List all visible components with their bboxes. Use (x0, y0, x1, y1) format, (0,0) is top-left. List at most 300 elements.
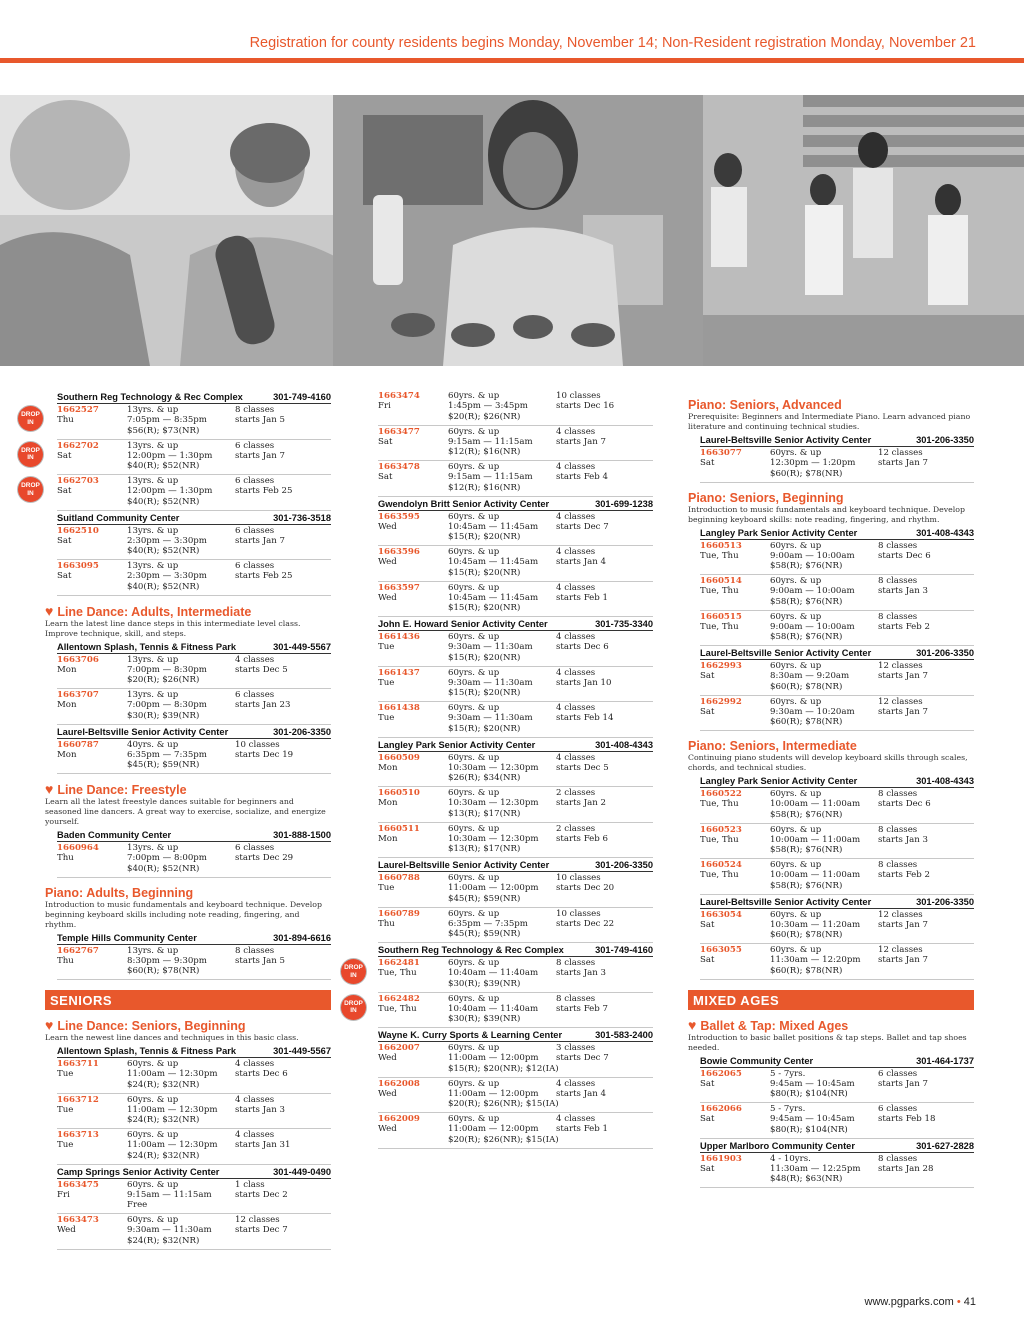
entry-schedule (448, 632, 533, 663)
venue-phone[interactable]: 301-449-5567 (273, 1046, 331, 1056)
entry-sessions (878, 448, 928, 469)
page-header (0, 0, 1024, 62)
venue-name: Laurel-Beltsville Senior Activity Center (57, 726, 229, 737)
class-id[interactable]: 1660522 (700, 789, 742, 799)
entry-id-day (378, 512, 448, 533)
entry-sessions (556, 583, 608, 604)
entry-schedule (127, 561, 207, 592)
entry-sessions (235, 441, 285, 462)
class-start: starts Feb 18 (878, 1114, 936, 1125)
class-time: 10:30am — 11:20am (770, 919, 861, 930)
class-day: Wed (57, 1225, 76, 1236)
class-fee: $24(R); $32(NR) (127, 1079, 200, 1090)
class-entry (700, 788, 974, 824)
class-start: starts Jan 7 (878, 706, 928, 717)
drop-in-badge: DROP IN (18, 477, 43, 502)
class-count: 8 classes (878, 860, 918, 870)
class-start: starts Dec 19 (235, 749, 294, 760)
entry-schedule (448, 391, 528, 422)
class-time: 9:15am — 11:15am (448, 436, 533, 447)
entry-id-day (700, 661, 770, 682)
class-id[interactable]: 1663474 (378, 391, 420, 401)
entry-id-day (57, 690, 127, 711)
class-age: 60yrs. & up (127, 1094, 179, 1105)
class-count: 8 classes (878, 540, 918, 551)
class-time: 9:45am — 10:45am (770, 1114, 855, 1125)
class-start: starts Feb 25 (235, 486, 293, 497)
class-fee: $40(R); $52(NR) (127, 546, 200, 557)
entry-schedule (448, 824, 539, 855)
class-day: Tue (57, 1104, 74, 1115)
class-time: 11:00am — 12:30pm (127, 1069, 218, 1080)
entry-id-day (57, 1130, 127, 1151)
class-id[interactable]: 1663055 (700, 945, 742, 955)
class-id[interactable]: 1662065 (700, 1068, 742, 1079)
class-entry (378, 511, 653, 547)
class-time: 6:35pm — 7:35pm (448, 918, 528, 929)
class-fee: $24(R); $32(NR) (127, 1150, 200, 1161)
class-time: 9:30am — 11:30am (448, 677, 533, 688)
photo-basketball (703, 95, 1024, 366)
venue-name: Langley Park Senior Activity Center (700, 527, 858, 538)
class-count: 12 classes (878, 661, 923, 671)
class-fee: $15(R); $20(NR) (448, 532, 521, 543)
class-time: 10:00am — 11:00am (770, 834, 861, 845)
entry-schedule (770, 789, 860, 820)
class-count: 4 classes (235, 1059, 275, 1069)
entry-schedule (448, 788, 539, 819)
class-count: 8 classes (878, 789, 918, 799)
entry-schedule (127, 526, 207, 557)
entry-sessions (235, 1059, 288, 1080)
class-fee: $58(R); $76(NR) (770, 845, 843, 856)
entry-id-day (378, 994, 448, 1015)
venue-name: John E. Howard Senior Activity Center (378, 619, 548, 629)
class-age: 60yrs. & up (770, 696, 822, 707)
class-start: starts Dec 7 (556, 521, 609, 532)
class-time: 9:30am — 11:30am (448, 713, 533, 724)
class-id[interactable]: 1662481 (378, 958, 420, 968)
entry-schedule (448, 547, 538, 578)
class-id[interactable]: 1663706 (57, 654, 99, 665)
class-day: Wed (378, 1088, 397, 1099)
class-id[interactable]: 1662008 (378, 1078, 420, 1089)
entry-sessions (556, 958, 606, 979)
class-age: 60yrs. & up (448, 391, 500, 401)
venue-name: Laurel-Beltsville Senior Activity Center (700, 435, 872, 445)
class-id[interactable]: 1663713 (57, 1130, 99, 1140)
class-count: 4 classes (556, 511, 596, 522)
class-count: 10 classes (556, 908, 601, 919)
class-day: Mon (57, 664, 77, 675)
venue-phone[interactable]: 301-408-4343 (595, 739, 653, 750)
entry-id-day (378, 632, 448, 653)
entry-schedule (448, 873, 539, 904)
class-id[interactable]: 1661437 (378, 667, 420, 678)
class-entry (700, 660, 974, 696)
class-id[interactable]: 1663473 (57, 1215, 99, 1225)
entry-schedule (448, 1043, 559, 1074)
venue-header (700, 434, 974, 447)
class-entry (57, 689, 331, 725)
class-count: 6 classes (235, 525, 275, 536)
entry-schedule (127, 843, 207, 874)
class-entry (700, 540, 974, 576)
class-day: Tue, Thu (700, 621, 739, 632)
class-time: 10:30am — 12:30pm (448, 833, 539, 844)
venue-header (57, 726, 331, 739)
entry-schedule (448, 909, 528, 940)
class-id[interactable]: 1663077 (700, 448, 742, 458)
venue-name: Upper Marlboro Community Center (700, 1140, 855, 1151)
class-id[interactable]: 1660510 (378, 788, 420, 798)
class-time: 9:30am — 11:30am (127, 1225, 212, 1236)
class-id[interactable]: 1662992 (700, 696, 742, 707)
page-number: 41 (963, 1296, 976, 1308)
class-start: starts Jan 23 (235, 700, 291, 711)
class-fee: $58(R); $76(NR) (770, 809, 843, 820)
class-entry (57, 525, 331, 561)
class-entry (378, 667, 653, 703)
section-banner: MIXED AGES (688, 990, 974, 1010)
venue-phone[interactable]: 301-749-4160 (273, 392, 331, 402)
class-day: Tue, Thu (700, 834, 739, 845)
class-start: starts Jan 5 (235, 955, 285, 966)
entry-sessions (556, 1043, 609, 1064)
class-id[interactable]: 1663707 (57, 690, 99, 700)
venue-phone[interactable]: 301-206-3350 (916, 648, 974, 658)
class-day: Wed (378, 1053, 397, 1064)
class-id[interactable]: 1662527 (57, 405, 99, 415)
class-count: 4 classes (556, 462, 596, 472)
venue-phone[interactable]: 301-736-3518 (273, 512, 331, 523)
venue-name: Wayne K. Curry Sports & Learning Center (378, 1030, 563, 1040)
class-time: 10:00am — 11:00am (770, 799, 861, 810)
class-id[interactable]: 1662482 (378, 993, 420, 1004)
entry-sessions (235, 561, 292, 582)
class-id[interactable]: 1663595 (378, 511, 420, 522)
class-id[interactable]: 1663712 (57, 1094, 99, 1105)
entry-sessions (556, 788, 606, 809)
venue-phone[interactable]: 301-735-3340 (595, 619, 653, 629)
venue-phone[interactable]: 301-894-6616 (273, 932, 331, 943)
venue-phone[interactable]: 301-583-2400 (595, 1030, 653, 1040)
venue-phone[interactable]: 301-206-3350 (916, 896, 974, 907)
class-start: starts Feb 25 (235, 571, 293, 582)
drop-in-badge: DROP IN (341, 995, 366, 1020)
venue-phone[interactable]: 301-888-1500 (273, 830, 331, 840)
class-age: 60yrs. & up (448, 511, 500, 522)
entry-schedule (770, 825, 860, 856)
entry-sessions (556, 703, 613, 724)
class-id[interactable]: 1660514 (700, 576, 742, 586)
entry-sessions (235, 946, 285, 967)
class-entry (57, 1179, 331, 1215)
class-id[interactable]: 1660787 (57, 739, 99, 750)
entry-id-day (700, 448, 770, 469)
class-fee: $58(R); $76(NR) (770, 561, 843, 572)
class-day: Tue (378, 677, 395, 688)
class-start: starts Jan 3 (556, 968, 606, 979)
class-day: Sat (57, 486, 72, 497)
class-time: 10:45am — 11:45am (448, 557, 539, 568)
entry-sessions (878, 860, 930, 881)
class-start: starts Jan 7 (878, 671, 928, 682)
column-right (688, 390, 974, 1188)
class-id[interactable]: 1663597 (378, 582, 420, 593)
venue-phone[interactable]: 301-449-5567 (273, 641, 331, 652)
class-entry (57, 560, 331, 596)
venue-phone[interactable]: 301-464-1737 (916, 1055, 974, 1066)
entry-id-day (700, 612, 770, 633)
entry-schedule (770, 541, 855, 572)
class-entry (700, 611, 974, 647)
entry-id-day (700, 825, 770, 846)
venue-phone[interactable]: 301-449-0490 (273, 1166, 331, 1177)
class-age: 13yrs. & up (127, 405, 179, 415)
entry-sessions (556, 1114, 608, 1135)
course-title (45, 886, 331, 900)
class-fee: $26(R); $34(NR) (448, 773, 521, 784)
venue-header (700, 1140, 974, 1153)
class-fee: $24(R); $32(NR) (127, 1115, 200, 1126)
entry-sessions (878, 910, 928, 931)
footer-url[interactable]: www.pgparks.com (864, 1296, 954, 1308)
class-id[interactable]: 1660964 (57, 843, 99, 853)
class-id[interactable]: 1660513 (700, 540, 742, 551)
class-time: 9:00am — 10:00am (770, 586, 855, 597)
class-age: 60yrs. & up (448, 958, 500, 968)
class-start: starts Dec 5 (556, 762, 609, 773)
class-id[interactable]: 1663711 (57, 1059, 99, 1069)
class-count: 10 classes (235, 739, 280, 750)
class-entry (378, 426, 653, 462)
class-age: 13yrs. & up (127, 476, 179, 486)
entry-sessions (556, 668, 611, 689)
class-id[interactable]: 1661438 (378, 703, 420, 713)
entry-id-day (57, 561, 127, 582)
class-time: 10:45am — 11:45am (448, 592, 539, 603)
class-count: 6 classes (235, 690, 275, 700)
venue-name: Allentown Splash, Tennis & Fitness Park (57, 1046, 237, 1056)
class-day: Wed (378, 1124, 397, 1135)
class-id[interactable]: 1662066 (700, 1104, 742, 1114)
class-start: starts Feb 1 (556, 1124, 608, 1135)
class-id[interactable]: 1660509 (378, 752, 420, 763)
class-day: Sat (378, 436, 393, 447)
class-age: 13yrs. & up (127, 561, 179, 571)
class-id[interactable]: 1662510 (57, 525, 99, 536)
class-time: 9:45am — 10:45am (770, 1078, 855, 1089)
class-fee: Free (127, 1200, 148, 1211)
entry-id-day (700, 789, 770, 810)
class-count: 10 classes (556, 391, 601, 401)
venue-phone[interactable]: 301-627-2828 (916, 1140, 974, 1151)
class-age: 4 - 10yrs. (770, 1153, 811, 1164)
course-title (45, 604, 331, 619)
class-fee: $15(R); $20(NR) (448, 567, 521, 578)
class-fee: $45(R); $59(NR) (448, 893, 521, 904)
venue-name: Gwendolyn Britt Senior Activity Center (378, 498, 550, 509)
class-fee: $20(R); $26(NR); $15(IA) (448, 1134, 559, 1145)
class-day: Sat (700, 706, 715, 717)
class-entry (378, 1042, 653, 1078)
entry-id-day (57, 1059, 127, 1080)
class-id[interactable]: 1662702 (57, 440, 99, 451)
class-count: 4 classes (556, 426, 596, 437)
class-fee: $48(R); $63(NR) (770, 1174, 843, 1185)
entry-id-day (57, 526, 127, 547)
entry-id-day (700, 697, 770, 718)
photo-girl-science (333, 95, 703, 366)
class-entry (378, 1078, 653, 1114)
class-start: starts Feb 6 (556, 833, 608, 844)
class-entry (378, 908, 653, 944)
course-title-text: Piano: Adults, Beginning (45, 885, 194, 900)
heart-icon: ♥ (688, 1016, 697, 1033)
entry-sessions (878, 789, 931, 810)
class-day: Sat (700, 919, 715, 930)
class-id[interactable]: 1663475 (57, 1179, 99, 1190)
class-time: 8:30pm — 9:30pm (127, 955, 207, 966)
class-id[interactable]: 1660788 (378, 873, 420, 883)
class-day: Fri (57, 1189, 70, 1200)
class-age: 60yrs. & up (448, 823, 500, 834)
entry-id-day (700, 1154, 770, 1175)
entry-sessions (235, 740, 293, 761)
class-fee: $20(R); $26(NR) (127, 675, 200, 686)
venue-name: Langley Park Senior Activity Center (378, 739, 536, 750)
entry-schedule (770, 448, 855, 479)
venue-phone[interactable]: 301-206-3350 (273, 726, 331, 737)
class-age: 60yrs. & up (127, 1059, 179, 1069)
class-day: Mon (57, 700, 77, 711)
class-age: 60yrs. & up (770, 540, 822, 551)
venue-header (57, 1166, 331, 1179)
entry-id-day (378, 753, 448, 774)
class-entry (378, 823, 653, 859)
venue-phone[interactable]: 301-206-3350 (916, 435, 974, 445)
class-count: 8 classes (235, 945, 275, 956)
class-id[interactable]: 1660523 (700, 824, 742, 835)
class-id[interactable]: 1663095 (57, 561, 99, 571)
class-fee: $40(R); $52(NR) (127, 863, 200, 874)
class-count: 4 classes (235, 1094, 275, 1105)
venue-phone[interactable]: 301-749-4160 (595, 945, 653, 955)
entry-sessions (235, 655, 288, 676)
class-time: 11:00am — 12:30pm (127, 1104, 218, 1115)
class-count: 6 classes (235, 476, 275, 486)
class-age: 60yrs. & up (770, 789, 822, 799)
class-entry (700, 859, 974, 895)
class-entry (57, 945, 331, 981)
entry-id-day (57, 1180, 127, 1201)
class-id[interactable]: 1663478 (378, 462, 420, 472)
class-id[interactable]: 1662993 (700, 661, 742, 671)
venue-phone[interactable]: 301-699-1238 (595, 498, 653, 509)
heart-icon: ♥ (45, 1017, 54, 1033)
entry-sessions (556, 824, 608, 845)
class-id[interactable]: 1662007 (378, 1043, 420, 1053)
class-id[interactable]: 1662009 (378, 1114, 420, 1124)
class-day: Mon (378, 833, 398, 844)
entry-id-day (378, 462, 448, 483)
class-fee: $12(R); $16(NR) (448, 447, 521, 458)
class-entry (344, 993, 653, 1029)
class-id[interactable]: 1663596 (378, 547, 420, 557)
entry-id-day (378, 824, 448, 845)
class-id[interactable]: 1660789 (378, 908, 420, 919)
class-start: starts Jan 4 (556, 557, 606, 568)
class-id[interactable]: 1660524 (700, 860, 742, 870)
class-fee: $40(R); $52(NR) (127, 461, 200, 472)
class-age: 13yrs. & up (127, 690, 179, 700)
entry-id-day (57, 405, 127, 426)
class-count: 1 class (235, 1179, 265, 1190)
class-time: 9:15am — 11:15am (448, 472, 533, 483)
class-id[interactable]: 1661436 (378, 632, 420, 642)
class-entry (378, 1113, 653, 1149)
class-age: 60yrs. & up (770, 860, 822, 870)
entry-sessions (878, 1104, 935, 1125)
venue-header (57, 1045, 331, 1058)
class-count: 6 classes (235, 440, 275, 451)
class-start: starts Dec 16 (556, 401, 615, 412)
class-id[interactable]: 1660511 (378, 823, 420, 834)
class-start: starts Jan 7 (235, 535, 285, 546)
venue-name: Langley Park Senior Activity Center (700, 776, 858, 786)
class-id[interactable]: 1663054 (700, 909, 742, 920)
venue-name: Laurel-Beltsville Senior Activity Center (700, 648, 872, 658)
class-id[interactable]: 1660515 (700, 611, 742, 622)
venue-phone[interactable]: 301-206-3350 (595, 860, 653, 870)
venue-phone[interactable]: 301-408-4343 (916, 527, 974, 538)
venue-header (700, 527, 974, 540)
venue-name: Southern Reg Technology & Rec Complex (378, 945, 564, 955)
course-title (45, 1018, 331, 1033)
venue-phone[interactable]: 301-408-4343 (916, 776, 974, 786)
course-title-text: Piano: Seniors, Beginning (688, 490, 844, 505)
class-start: starts Jan 10 (556, 677, 612, 688)
class-entry (700, 944, 974, 980)
class-count: 8 classes (556, 993, 596, 1004)
class-start: starts Dec 6 (235, 1069, 288, 1080)
entry-schedule (770, 1069, 855, 1100)
class-count: 8 classes (878, 1153, 918, 1164)
class-id[interactable]: 1663477 (378, 426, 420, 437)
course-description: Prerequisite: Beginners and Intermediate Piano. Learn advanced piano literature and continuing technical studies. (688, 412, 971, 431)
class-id[interactable]: 1662703 (57, 476, 99, 486)
course-title (688, 491, 974, 505)
entry-schedule (127, 405, 207, 436)
venue-name: Southern Reg Technology & Rec Complex (57, 392, 243, 402)
entry-schedule (127, 1180, 212, 1211)
class-day: Wed (378, 521, 397, 532)
entry-id-day (378, 788, 448, 809)
class-start: starts Dec 22 (556, 918, 615, 929)
footer-separator: • (956, 1296, 961, 1308)
class-id[interactable]: 1662767 (57, 945, 99, 956)
class-age: 5 - 7yrs. (770, 1068, 806, 1079)
class-id[interactable]: 1661903 (700, 1153, 742, 1164)
class-count: 10 classes (556, 873, 601, 883)
class-entry (700, 447, 974, 483)
class-start: starts Feb 1 (556, 592, 608, 603)
venue-header (378, 498, 653, 511)
class-time: 2:30pm — 3:30pm (127, 535, 207, 546)
class-start: starts Jan 7 (235, 450, 285, 461)
class-count: 2 classes (556, 788, 596, 798)
